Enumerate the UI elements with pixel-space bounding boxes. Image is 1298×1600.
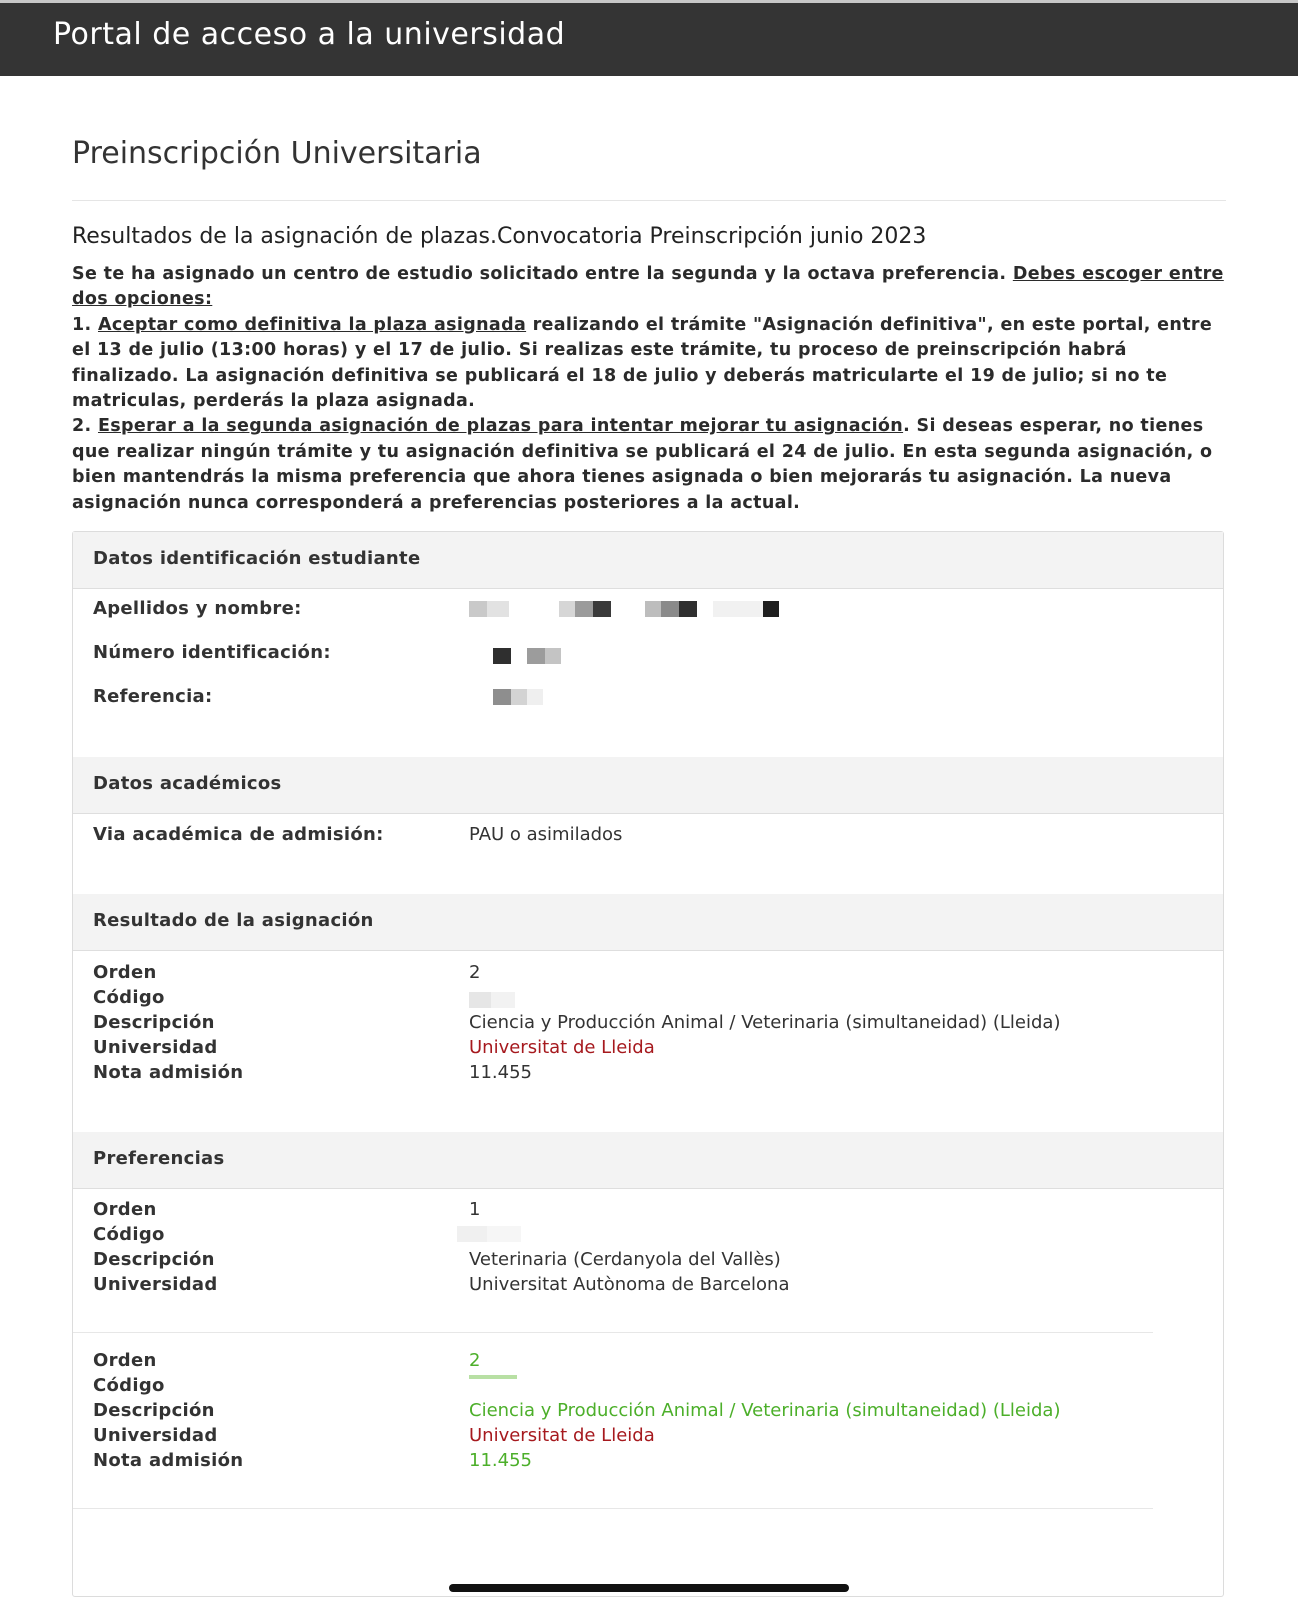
results-heading: Resultados de la asignación de plazas.Convocatoria Preinscripción junio 2023: [72, 224, 927, 249]
redacted-id: [469, 648, 561, 666]
assignment-universidad-row: [73, 1037, 1223, 1062]
redacted-name: [469, 601, 779, 619]
pref2-orden-row: [73, 1350, 1223, 1375]
descripcion-label: Descripción: [93, 1249, 215, 1270]
assignment-section-title: Resultado de la asignación: [93, 910, 374, 931]
preference-divider: [73, 1508, 1153, 1509]
descripcion-label: Descripción: [93, 1012, 215, 1033]
pref2-descripcion-row: [73, 1400, 1223, 1425]
assignment-descripcion-row: [73, 1012, 1223, 1037]
assignment-section-header: [73, 894, 1223, 951]
pref1-codigo-row: [73, 1224, 1223, 1249]
orden-value: 2: [469, 962, 481, 983]
codigo-label: Código: [93, 987, 165, 1008]
assignment-codigo-row: [73, 987, 1223, 1012]
top-bar: [0, 0, 1298, 76]
nota-value: 11.455: [469, 1450, 532, 1471]
preference-divider: [73, 1332, 1153, 1333]
student-section-header: [73, 532, 1223, 589]
student-section-title: Datos identificación estudiante: [93, 548, 421, 569]
orden-value: 2: [469, 1350, 481, 1371]
universidad-label: Universidad: [93, 1274, 218, 1295]
student-id-row: [73, 642, 1223, 667]
academic-via-row: [73, 824, 1223, 849]
student-id-label: Número identificación:: [93, 642, 331, 663]
preferences-section-title: Preferencias: [93, 1148, 225, 1169]
pref1-universidad-row: [73, 1274, 1223, 1299]
portal-title: Portal de acceso a la universidad: [53, 17, 566, 52]
student-ref-row: [73, 686, 1223, 711]
preferences-section-header: [73, 1132, 1223, 1189]
universidad-value: Universitat Autònoma de Barcelona: [469, 1274, 790, 1295]
universidad-value: Universitat de Lleida: [469, 1425, 655, 1446]
page-title: Preinscripción Universitaria: [72, 136, 482, 171]
nota-label: Nota admisión: [93, 1450, 244, 1471]
assignment-nota-row: [73, 1062, 1223, 1087]
wait-second-assignment-link[interactable]: Esperar a la segunda asignación de plazas para intentar mejorar tu asignación: [97, 416, 904, 437]
option-2: 2. Esperar a la segunda asignación de plazas para intentar mejorar tu asignación. Si deseas esperar, no tienes que realizar ningún trámite y tu asignación definitiva se publicará el 24 de julio. En esta segunda asignación, o bien mantendrás la misma preferencia que ahora tienes asignada o bien mejorarás tu asignación. La nueva asignación nunca corresponderá a preferencias posteriores a la actual.: [72, 416, 1213, 513]
student-ref-label: Referencia:: [93, 686, 213, 707]
codigo-label: Código: [93, 1375, 165, 1396]
nota-value: 11.455: [469, 1062, 532, 1083]
academic-via-label: Via académica de admisión:: [93, 824, 384, 845]
choose-options-link[interactable]: Debes escoger entre dos opciones:: [72, 264, 1224, 310]
pref1-orden-row: [73, 1199, 1223, 1224]
orden-value: 1: [469, 1199, 481, 1220]
pref1-descripcion-row: [73, 1249, 1223, 1274]
descripcion-value: Veterinaria (Cerdanyola del Vallès): [469, 1249, 781, 1270]
redacted-code: [469, 992, 515, 1010]
pref2-codigo-row: [73, 1375, 1223, 1400]
universidad-label: Universidad: [93, 1037, 218, 1058]
redacted-code: [469, 1375, 517, 1381]
student-name-label: Apellidos y nombre:: [93, 598, 302, 619]
pref2-nota-row: [73, 1450, 1223, 1475]
accept-assigned-place-link[interactable]: Aceptar como definitiva la plaza asignada: [97, 314, 527, 335]
orden-label: Orden: [93, 1199, 157, 1220]
codigo-label: Código: [93, 1224, 165, 1245]
student-name-row: [73, 598, 1223, 623]
instructions-text: [72, 262, 1226, 516]
pref2-universidad-row: [73, 1425, 1223, 1450]
redacted-reference: [469, 689, 543, 707]
universidad-label: Universidad: [93, 1425, 218, 1446]
option-1: 1. Aceptar como definitiva la plaza asignada realizando el trámite "Asignación definitiva", en este portal, entre el 13 de julio (13:00 horas) y el 17 de julio. Si realizas este trámite, tu proceso de preinscripción habrá finalizado. La asignación definitiva se publicará el 18 de julio y deberás matricularte el 19 de julio; si no te matriculas, perderás la plaza asignada.: [72, 314, 1213, 412]
nota-label: Nota admisión: [93, 1062, 244, 1083]
results-panel: [72, 531, 1224, 1597]
title-divider: [72, 200, 1226, 201]
orden-label: Orden: [93, 962, 157, 983]
descripcion-label: Descripción: [93, 1400, 215, 1421]
academic-section-header: [73, 757, 1223, 814]
universidad-value: Universitat de Lleida: [469, 1037, 655, 1058]
descripcion-value: Ciencia y Producción Animal / Veterinaria (simultaneidad) (Lleida): [469, 1400, 1061, 1421]
orden-label: Orden: [93, 1350, 157, 1371]
home-indicator[interactable]: [449, 1584, 849, 1592]
redacted-code: [457, 1226, 521, 1244]
instructions-lead: Se te ha asignado un centro de estudio solicitado entre la segunda y la octava preferencia. Debes escoger entre dos opciones:: [72, 264, 1224, 310]
academic-via-value: PAU o asimilados: [469, 824, 623, 845]
assignment-orden-row: [73, 962, 1223, 987]
academic-section-title: Datos académicos: [93, 773, 282, 794]
descripcion-value: Ciencia y Producción Animal / Veterinaria (simultaneidad) (Lleida): [469, 1012, 1061, 1033]
